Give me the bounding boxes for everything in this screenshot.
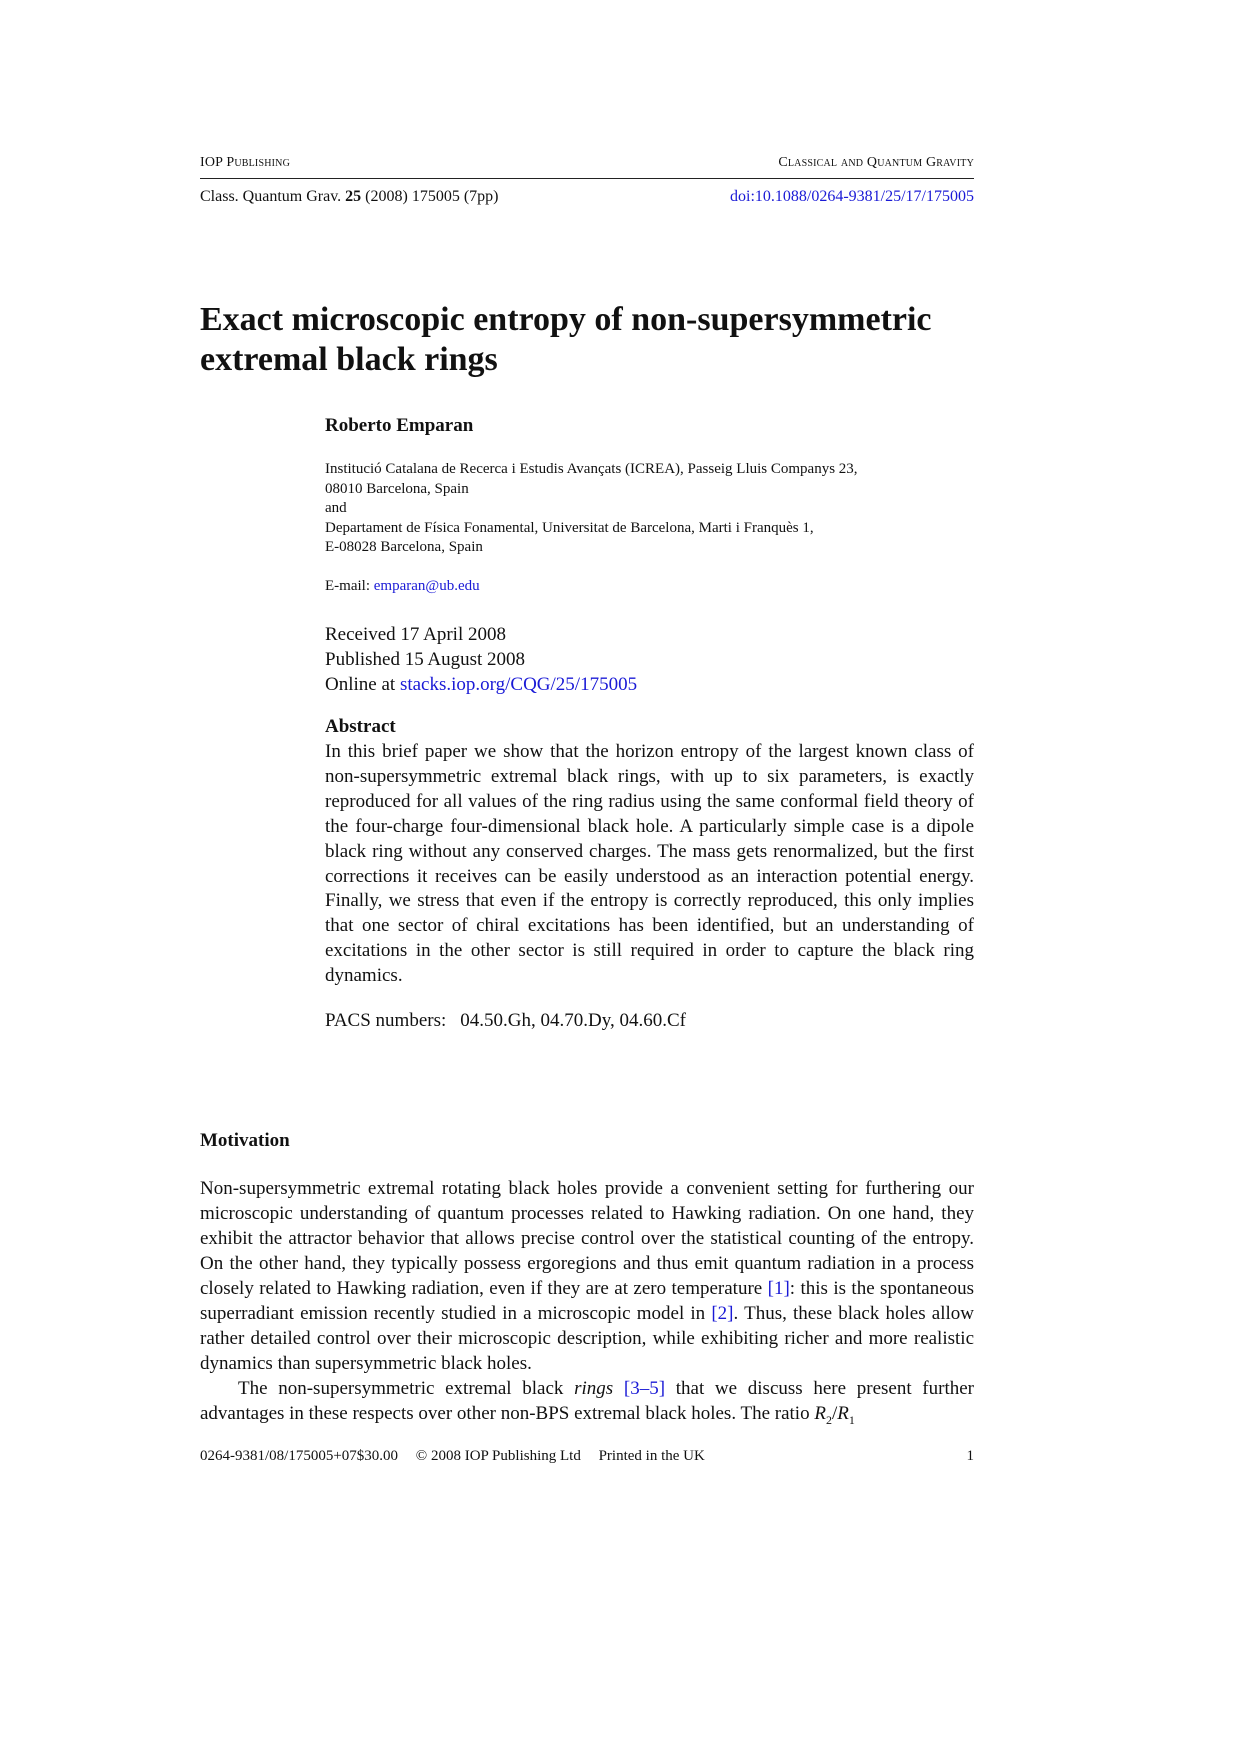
paper-title: Exact microscopic entropy of non-supersymmetric extremal black rings: [200, 301, 932, 378]
citation-rest: (2008) 175005 (7pp): [365, 188, 499, 205]
published-date: Published 15 August 2008: [325, 649, 526, 670]
paragraph-text: that we discuss here present further advantages in these respects over other non-BPS extremal black holes. The ratio: [200, 1378, 974, 1424]
online-link[interactable]: stacks.iop.org/CQG/25/175005: [399, 674, 638, 695]
affiliation-line: and: [325, 500, 347, 516]
math-symbol: R: [814, 1403, 826, 1424]
affiliation-line: Institució Catalana de Recerca i Estudis Avançats (ICREA), Passeig Lluis Companys 23,: [325, 461, 858, 477]
body-paragraph: [200, 1176, 974, 1376]
abstract-heading: Abstract: [325, 716, 396, 737]
paragraph-text: Non-supersymmetric extremal rotating black holes provide a convenient setting for furthering our microscopic understanding of quantum processes related to Hawking radiation. On one hand, they exhibit the attractor behavior that allows precise control over the statistical counting of the entropy. On the other hand, they typically possess ergoregions and thus emit quantum radiation in a process closely related to Hawking radiation, even if they are at zero temperature: [200, 1178, 974, 1299]
email-label: E-mail:: [325, 578, 370, 594]
received-date: Received 17 April 2008: [325, 624, 506, 645]
pacs-label: PACS numbers:: [325, 1010, 447, 1031]
footer-left: [200, 1448, 719, 1465]
online-label: Online at: [325, 674, 396, 695]
paragraph-text: : this is the spontaneous superradiant emission recently studied in a microscopic model in: [200, 1278, 974, 1324]
doi-link[interactable]: doi:10.1088/0264-9381/25/17/175005: [730, 188, 974, 205]
section-heading: Motivation: [200, 1130, 290, 1151]
paragraph-text: The non-supersymmetric extremal black: [238, 1378, 575, 1399]
affiliation-line: E-08028 Barcelona, Spain: [325, 539, 483, 555]
reference-link[interactable]: [1]: [767, 1278, 790, 1299]
math-symbol: R: [837, 1403, 849, 1424]
footer-printed: Printed in the UK: [598, 1448, 705, 1464]
running-head: [200, 155, 974, 179]
abstract-text: In this brief paper we show that the horizon entropy of the largest known class of non-supersymmetric extremal black rings, with up to six parameters, is exactly reproduced for all values of the ring radius using the same conformal field theory of the four-charge four-dimensional black hole. A particularly simple case is a dipole black ring without any conserved charges. The mass gets renormalized, but the first corrections it receives can be easily understood as an interaction potential energy. Finally, we stress that even if the entropy is correctly reproduced, this only implies that one sector of chiral excitations has been identified, but an understanding of excitations in the other sector is still required in order to capture the black ring dynamics.: [325, 741, 974, 987]
body-paragraph: [200, 1376, 974, 1433]
math-subscript: 2: [825, 1412, 832, 1427]
email-line: [325, 578, 480, 595]
email-link[interactable]: emparan@ub.edu: [373, 578, 480, 594]
page-number: 1: [966, 1448, 974, 1464]
affiliation-line: Departament de Física Fonamental, Universitat de Barcelona, Marti i Franquès 1,: [325, 519, 814, 536]
math-subscript: 1: [848, 1412, 855, 1427]
affiliation: [325, 460, 975, 558]
citation-volume: 25: [345, 188, 362, 205]
citation: [200, 188, 498, 206]
pacs-line: [325, 1010, 686, 1032]
pacs-values: 04.50.Gh, 04.70.Dy, 04.60.Cf: [460, 1010, 686, 1031]
journal-name: Classical and Quantum Gravity: [778, 155, 974, 170]
footer-code: 0264-9381/08/175005+07$30.00: [200, 1448, 399, 1464]
citation-line: [200, 188, 974, 206]
online-line: [325, 672, 637, 697]
emphasis-text: rings: [574, 1378, 614, 1399]
footer-copyright: © 2008 IOP Publishing Ltd: [415, 1448, 581, 1464]
math-symbol: /: [831, 1403, 838, 1424]
citation-journal: Class. Quantum Grav.: [200, 188, 342, 205]
reference-link[interactable]: [2]: [711, 1303, 734, 1324]
page-footer: [200, 1448, 974, 1465]
publication-dates: [325, 622, 637, 697]
paragraph-text: . Thus, these black holes allow rather detailed control over their microscopic description, while exhibiting richer and more realistic dynamics than supersymmetric black holes.: [200, 1303, 974, 1374]
publisher-name: IOP Publishing: [200, 155, 291, 170]
author-name: Roberto Emparan: [325, 415, 474, 436]
reference-link[interactable]: [3–5]: [623, 1378, 666, 1399]
affiliation-line: 08010 Barcelona, Spain: [325, 480, 469, 497]
